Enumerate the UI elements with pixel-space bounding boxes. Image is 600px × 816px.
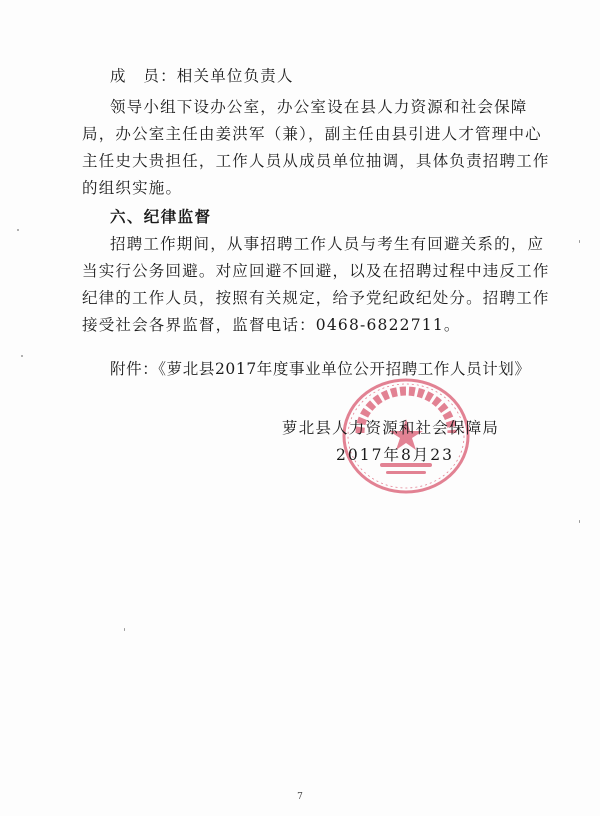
discipline-para-line-1: 招聘工作期间，从事招聘工作人员与考生有回避关系的，应 [110, 235, 545, 253]
office-para-line-3: 主任史大贵担任，工作人员从成员单位抽调，具体负责招聘工作 [82, 152, 550, 170]
office-para-line-4: 的组织实施。 [82, 179, 183, 197]
members-line: 成 员：相关单位负责人 [110, 67, 294, 85]
scan-speck [579, 240, 580, 243]
discipline-para-line-4: 接受社会各界监督，监督电话：0468-6822711。 [82, 316, 461, 334]
discipline-para-line-2: 当实行公务回避。对应回避不回避，以及在招聘过程中违反工作 [82, 262, 550, 280]
signature-date: 2017年8月23 [336, 446, 455, 464]
office-para-line-1: 领导小组下设办公室，办公室设在县人力资源和社会保障 [110, 98, 528, 116]
scan-speck [17, 229, 19, 231]
page-number: 7 [297, 792, 303, 802]
scan-speck [21, 355, 23, 357]
attachment-line: 附件：《萝北县2017年度事业单位公开招聘工作人员计划》 [110, 360, 531, 378]
discipline-para-line-3: 纪律的工作人员，按照有关规定，给予党纪政纪处分。招聘工作 [82, 289, 550, 307]
section-6-heading: 六、纪律监督 [110, 208, 212, 226]
scan-speck [579, 520, 580, 523]
office-para-line-2: 局，办公室主任由姜洪军（兼），副主任由县引进人才管理中心 [82, 125, 542, 143]
signature-organization: 萝北县人力资源和社会保障局 [282, 419, 500, 437]
scan-speck [124, 628, 125, 631]
